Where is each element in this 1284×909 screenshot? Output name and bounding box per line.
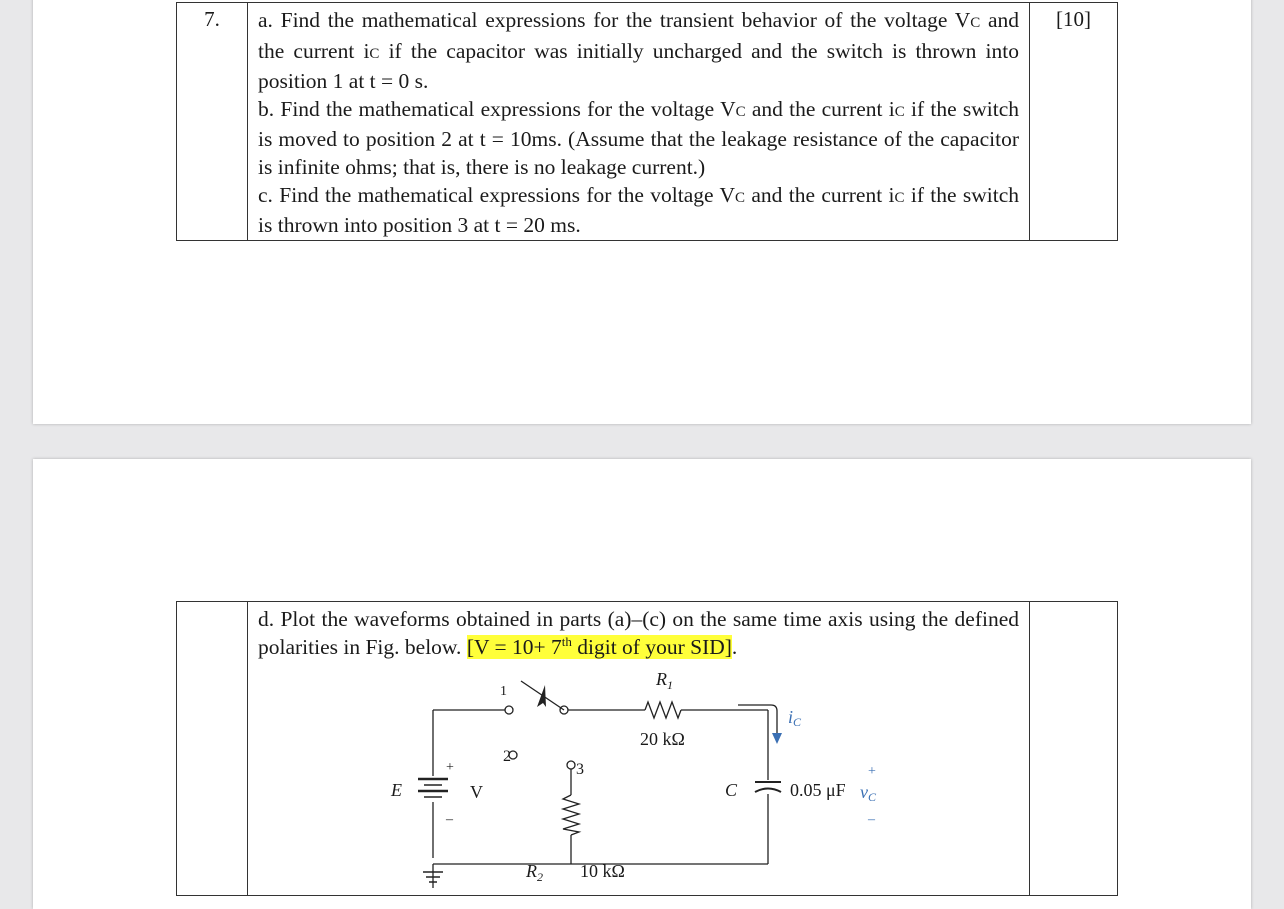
part-a: a. Find the mathematical expressions for the transient behavior of the voltage VC and the current iC if the capacitor was initially uncharged and the switch is thrown into position 1 at t = 0 s. xyxy=(258,8,1019,94)
part-c: c. Find the mathematical expressions for the voltage VC and the current iC if the switch is thrown into position 3 at t = 20 ms. xyxy=(258,182,1020,238)
switch-arrow-icon xyxy=(537,685,546,707)
v-label: V xyxy=(470,782,483,803)
r2-label: $R_2$ xyxy=(526,861,543,885)
circuit-diagram xyxy=(258,665,1019,895)
battery-minus: – xyxy=(446,812,453,828)
question-7d-table xyxy=(176,601,1118,896)
switch xyxy=(505,681,575,769)
e-label: E xyxy=(391,780,402,801)
battery-plus: + xyxy=(446,760,454,776)
battery-e xyxy=(408,776,458,802)
question-number-empty xyxy=(177,602,248,896)
document-page-1 xyxy=(33,0,1251,424)
c-value: 0.05 μF xyxy=(790,780,846,801)
vc-label: vC xyxy=(860,782,877,805)
question-7-table xyxy=(176,2,1118,241)
position-3: 3 xyxy=(576,761,584,779)
ic-label: iC xyxy=(788,707,802,730)
part-b: b. Find the mathematical expressions for the voltage VC and the current iC if the switch is moved to position 2 at t = 10ms. (Assume that the leakage resistance of the capacitor is infinite ohms; that is, there is no leakage current.) xyxy=(258,96,1019,179)
resistor-r2 xyxy=(563,795,579,835)
question-text xyxy=(248,3,1030,241)
position-2: 2 xyxy=(503,748,511,766)
vc-plus: + xyxy=(868,764,876,780)
capacitor-c xyxy=(753,780,783,794)
position-1: 1 xyxy=(500,684,507,700)
current-arrow-icon xyxy=(772,733,782,744)
sid-highlight: [V = 10+ 7th digit of your SID] xyxy=(466,633,732,659)
part-d: d. Plot the waveforms obtained in parts (a)–(c) on the same time axis using the defined polarities in Fig. below. [V = 10+ 7th digit of your SID]. $R_1$ 20 kΩ $R_2$ 10 kΩ C 0.05 μF vC + – iC E V + – 1 2 3 xyxy=(248,602,1030,896)
document-page-2 xyxy=(33,459,1251,909)
question-marks: [10] xyxy=(1030,3,1118,241)
question-marks-empty xyxy=(1030,602,1118,896)
question-number: 7. xyxy=(177,3,248,241)
r2-value: 10 kΩ xyxy=(580,861,625,882)
c-label: C xyxy=(725,780,738,801)
vc-minus: – xyxy=(868,812,875,828)
r1-value: 20 kΩ xyxy=(640,729,685,750)
resistor-r1 xyxy=(645,702,681,718)
part-d-text: d. Plot the waveforms obtained in parts (a)–(c) on the same time axis using the defined polarities in Fig. below. xyxy=(258,607,1019,659)
r1-label: $R_1$ xyxy=(656,669,673,693)
